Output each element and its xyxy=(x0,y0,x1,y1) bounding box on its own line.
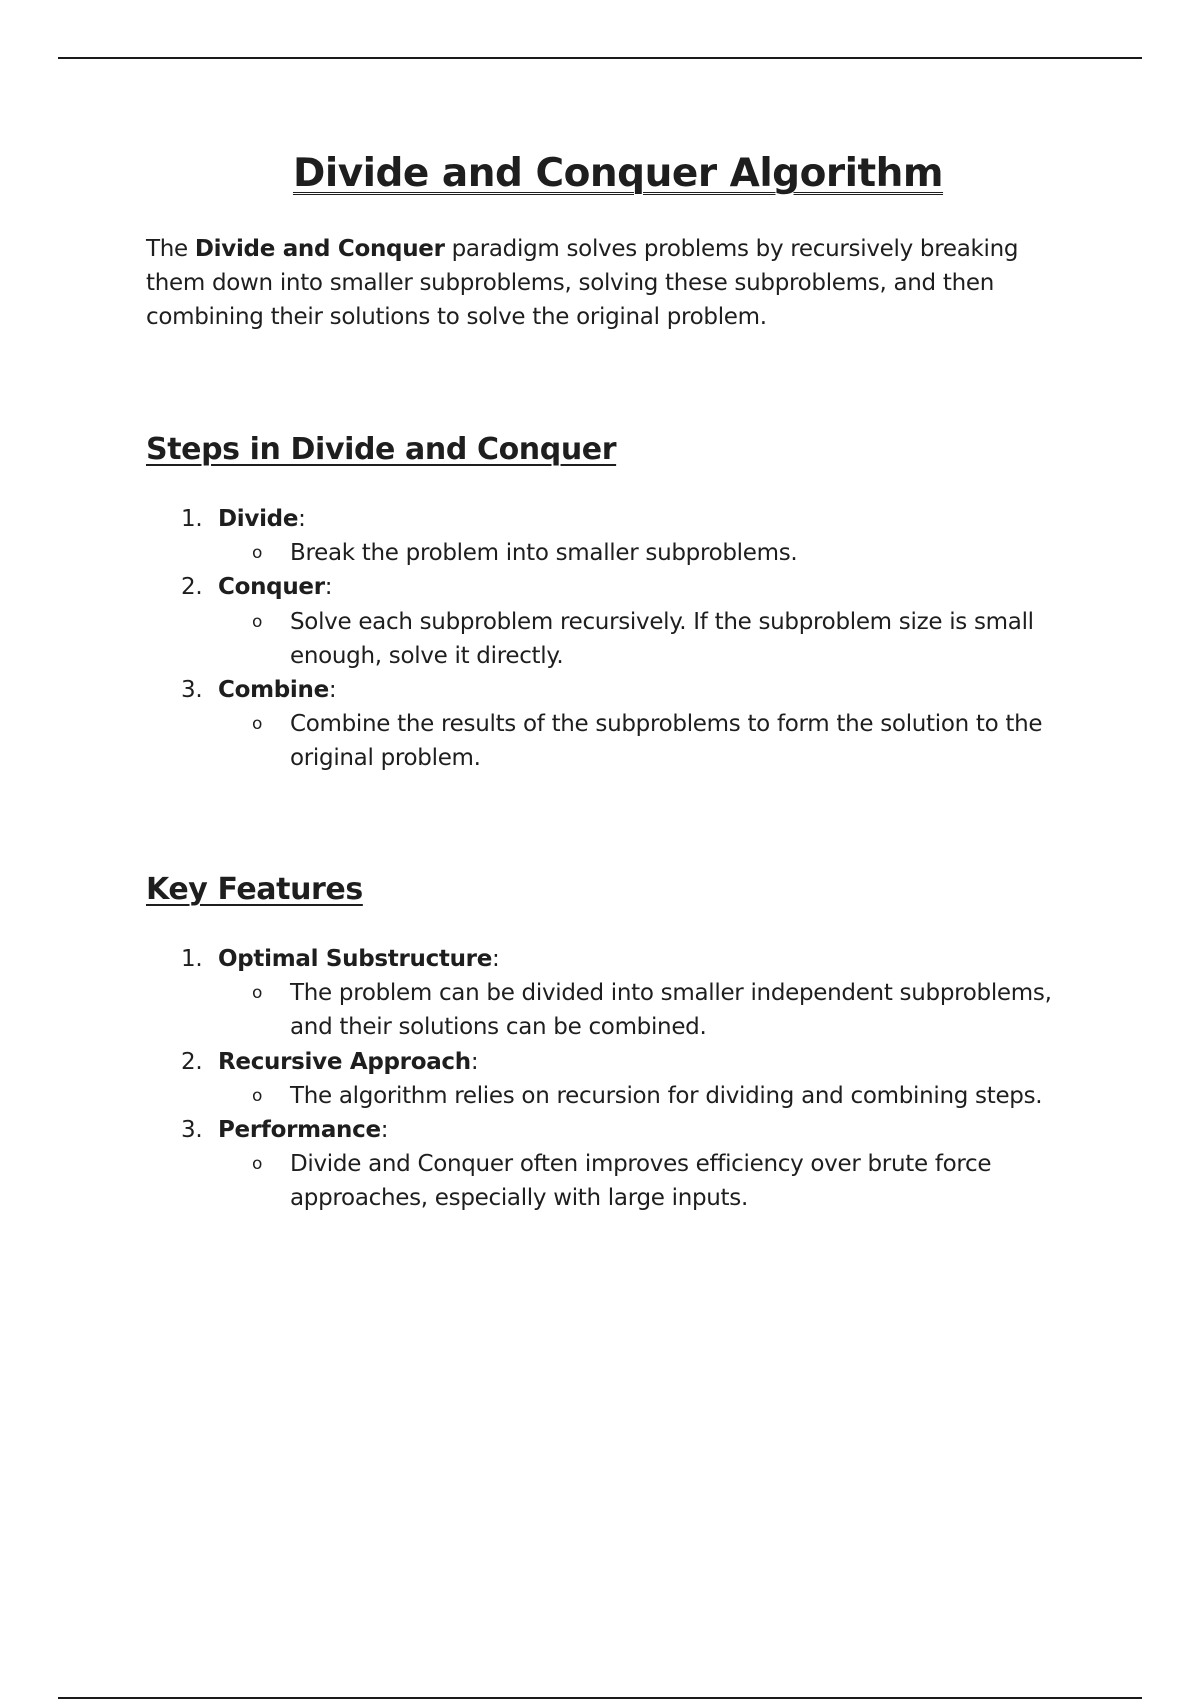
step-number: 3. xyxy=(181,677,203,704)
feature-detail xyxy=(218,1147,1076,1215)
feature-detail xyxy=(218,1079,1076,1113)
step-term: Combine xyxy=(218,677,329,704)
feature-number: 3. xyxy=(181,1117,203,1144)
intro-paragraph xyxy=(146,232,1076,334)
document-title: Divide and Conquer Algorithm xyxy=(292,151,944,196)
intro-bold-term: Divide and Conquer xyxy=(194,236,445,262)
step-sub-list xyxy=(218,536,1076,570)
feature-detail-text: The problem can be divided into smaller independent subproblems, and their solutions can be combined. xyxy=(290,980,1052,1041)
step-detail-text: Break the problem into smaller subproblems. xyxy=(290,540,798,567)
bullet-icon: o xyxy=(252,1154,263,1175)
step-detail xyxy=(218,605,1076,673)
feature-colon: : xyxy=(380,1117,389,1144)
feature-number: 1. xyxy=(181,946,203,972)
feature-sub-list xyxy=(218,976,1076,1044)
feature-item-performance xyxy=(146,1113,1076,1216)
bullet-icon: o xyxy=(252,611,263,632)
feature-detail-text: The algorithm relies on recursion for dividing and combining steps. xyxy=(290,1082,1043,1109)
page-bottom-rule xyxy=(58,1697,1142,1699)
bullet-icon: o xyxy=(252,983,263,1004)
step-term: Divide xyxy=(218,506,299,532)
feature-sub-list xyxy=(218,1147,1076,1215)
feature-item-optimal-substructure xyxy=(146,942,1076,1045)
step-colon: : xyxy=(298,506,306,532)
step-colon: : xyxy=(324,574,333,601)
feature-colon: : xyxy=(492,946,500,972)
step-number: 2. xyxy=(181,574,203,601)
feature-item-recursive-approach xyxy=(146,1045,1076,1113)
bullet-icon: o xyxy=(252,714,263,735)
step-sub-list xyxy=(218,605,1076,673)
bullet-icon: o xyxy=(252,1085,263,1106)
step-detail-text: Combine the results of the subproblems to form the solution to the original problem. xyxy=(290,711,1043,772)
feature-detail-text: Divide and Conquer often improves efficiency over brute force approaches, especially with large inputs. xyxy=(290,1151,992,1212)
intro-prefix: The xyxy=(146,236,195,262)
step-sub-list xyxy=(218,707,1076,775)
steps-list xyxy=(146,502,1076,776)
feature-number: 2. xyxy=(181,1048,203,1075)
step-item-divide xyxy=(146,502,1076,570)
step-number: 1. xyxy=(181,506,203,532)
step-detail-text: Solve each subproblem recursively. If the subproblem size is small enough, solve it directly. xyxy=(290,608,1034,669)
step-detail xyxy=(218,707,1076,775)
feature-term: Optimal Substructure xyxy=(218,946,493,972)
step-item-combine xyxy=(146,673,1076,776)
step-colon: : xyxy=(328,677,337,704)
step-term: Conquer xyxy=(218,574,325,601)
page-top-rule xyxy=(58,57,1142,59)
step-item-conquer xyxy=(146,570,1076,673)
feature-term: Recursive Approach xyxy=(218,1048,471,1075)
steps-heading: Steps in Divide and Conquer xyxy=(146,432,617,467)
feature-colon: : xyxy=(470,1048,479,1075)
bullet-icon: o xyxy=(252,543,263,564)
features-heading: Key Features xyxy=(146,872,363,907)
features-list xyxy=(146,942,1076,1216)
feature-sub-list xyxy=(218,1079,1076,1113)
feature-detail xyxy=(218,976,1076,1044)
intro-suffix: paradigm solves problems by recursively breaking them down into smaller subproblems, solving these subproblems, and then combining their solutions to solve the original problem. xyxy=(146,236,1019,330)
feature-term: Performance xyxy=(218,1117,381,1144)
step-detail xyxy=(218,536,1076,570)
